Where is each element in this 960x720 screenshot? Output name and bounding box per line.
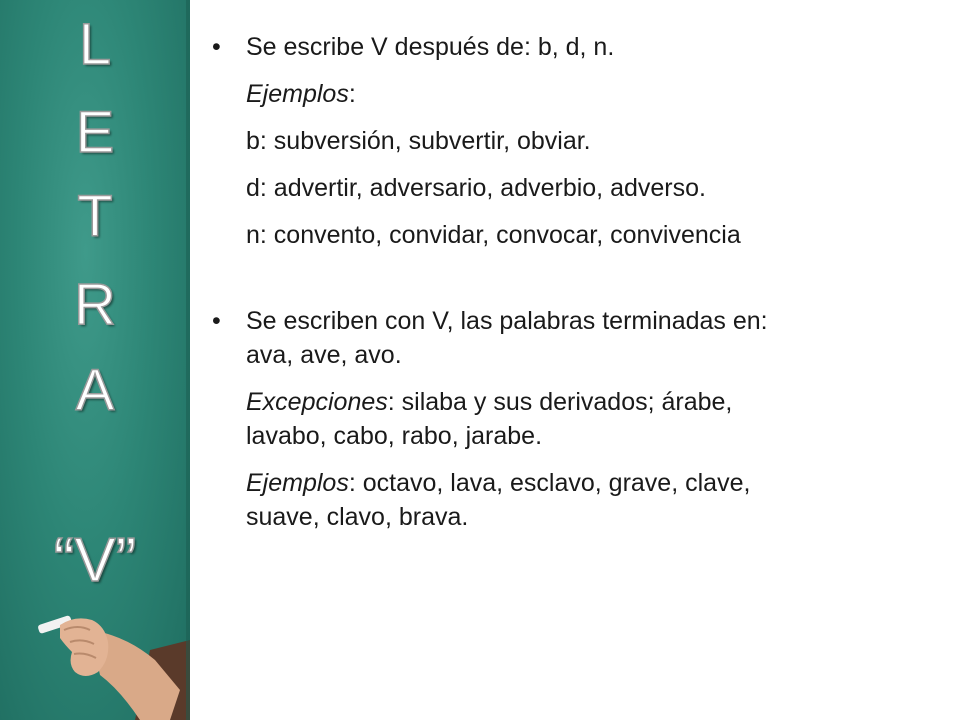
title-letter-a: A (75, 358, 115, 423)
exceptions-line2: lavabo, cabo, rabo, jarabe. (246, 422, 543, 450)
title-letter-e: E (75, 100, 115, 165)
exceptions-block (212, 385, 932, 453)
bullet-marker: • (212, 307, 221, 335)
section1-heading: Se escribe V después de: b, d, n. (246, 33, 615, 61)
section2-heading-line2: ava, ave, avo. (246, 341, 402, 369)
exceptions-label: Excepciones (246, 388, 388, 416)
example-line-b: b: subversión, subvertir, obviar. (246, 127, 591, 155)
examples-colon: : (348, 80, 356, 108)
title-letter-t: T (77, 184, 113, 249)
section1-examples-label-line (212, 77, 932, 111)
slide-content (212, 30, 932, 534)
examples-label-2: Ejemplos (246, 469, 349, 497)
exceptions-line1: : silaba y sus derivados; árabe, (387, 388, 733, 416)
title-letter-r: R (74, 272, 116, 337)
bullet-section-2 (212, 304, 932, 372)
bullet-section-1 (212, 30, 932, 64)
example-line-n: n: convento, convidar, convocar, convivencia (246, 221, 741, 249)
chalkboard-sidebar (0, 0, 190, 720)
section2-heading-line1: Se escriben con V, las palabras terminadas en: (246, 307, 768, 335)
bullet-marker: • (212, 33, 221, 61)
examples-line2: suave, clavo, brava. (246, 503, 469, 531)
title-quoted-v: “V” (53, 526, 137, 595)
examples-label: Ejemplos (246, 80, 349, 108)
examples-line1: : octavo, lava, esclavo, grave, clave, (348, 469, 751, 497)
hand-with-chalk-illustration (30, 590, 190, 720)
section2-examples-block (212, 466, 932, 534)
example-line-d: d: advertir, adversario, adverbio, adverso. (246, 174, 706, 202)
title-letter-l: L (78, 12, 112, 77)
